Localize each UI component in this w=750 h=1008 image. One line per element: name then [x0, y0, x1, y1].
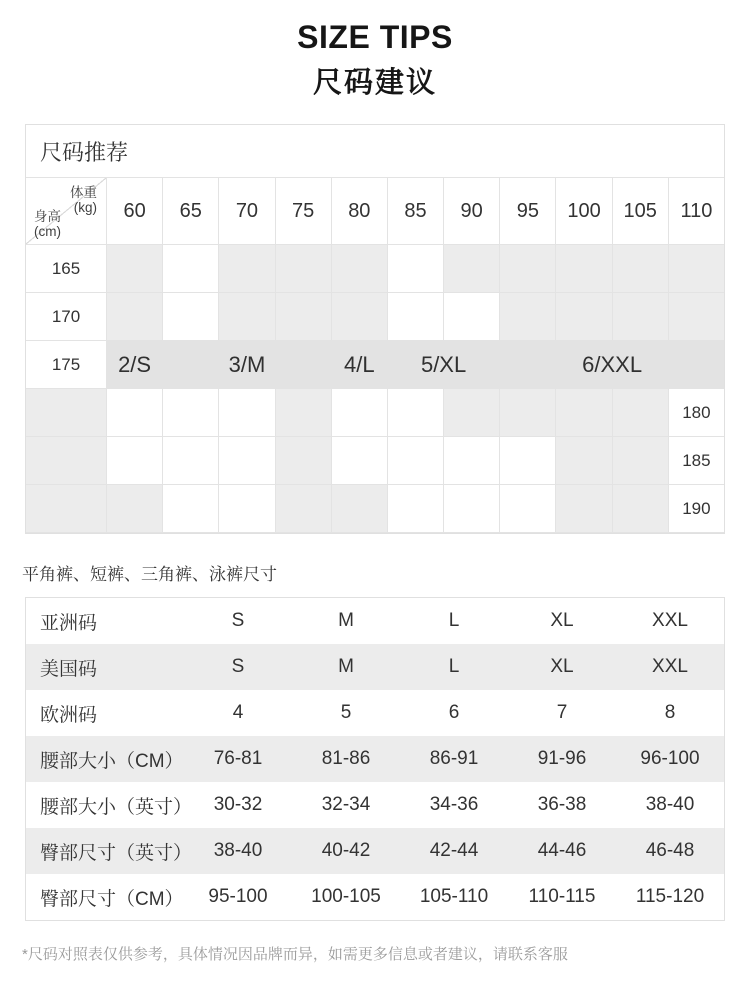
size-cell — [500, 245, 555, 292]
spec-value: M — [338, 610, 354, 631]
spec-section-title: 平角裤、短裤、三角裤、泳裤尺寸 — [22, 565, 277, 584]
size-cell — [500, 485, 555, 532]
weight-axis-unit: (kg) — [73, 200, 97, 215]
size-cell — [26, 485, 106, 532]
spec-row — [26, 644, 724, 690]
size-cell — [219, 293, 274, 340]
size-cell — [388, 485, 443, 532]
size-cell — [26, 437, 106, 484]
size-cell — [500, 389, 555, 436]
spec-value: 115-120 — [635, 886, 705, 907]
size-band-label: 5/XL — [420, 351, 467, 377]
weight-axis-text: 体重 — [70, 185, 97, 200]
size-cell — [556, 293, 611, 340]
spec-value: XXL — [652, 610, 688, 631]
spec-value: M — [338, 656, 354, 677]
size-cell — [276, 485, 331, 532]
spec-value: L — [448, 610, 460, 631]
size-cell — [163, 389, 218, 436]
spec-value: 8 — [664, 702, 676, 723]
spec-value: 32-34 — [321, 794, 371, 815]
size-cell — [163, 485, 218, 532]
size-cell — [613, 293, 668, 340]
spec-value: 81-86 — [321, 748, 371, 769]
size-cell — [388, 437, 443, 484]
size-cell — [556, 437, 611, 484]
size-cell — [444, 389, 499, 436]
footnote: *尺码对照表仅供参考，具体情况因品牌而异，如需更多信息或者建议，请联系客服 — [22, 946, 568, 963]
size-cell — [500, 293, 555, 340]
spec-row-label: 亚洲码 — [40, 612, 98, 634]
spec-value: 86-91 — [429, 748, 479, 769]
size-cell — [107, 245, 162, 292]
spec-value: L — [448, 656, 460, 677]
size-cell — [388, 389, 443, 436]
size-cell — [669, 245, 724, 292]
size-band-label: 6/XXL — [582, 351, 643, 377]
spec-value: 42-44 — [429, 840, 479, 861]
spec-row-label: 臀部尺寸（英寸） — [40, 842, 193, 864]
weight-header-cell: 75 — [276, 178, 331, 244]
spec-value: 110-115 — [528, 886, 596, 907]
height-label-cell: 175 — [26, 341, 106, 388]
spec-row-label: 臀部尺寸（CM） — [40, 888, 184, 910]
size-cell — [107, 293, 162, 340]
weight-header-cell: 110 — [669, 178, 724, 244]
height-label-cell: 170 — [26, 293, 106, 340]
weight-axis-label — [70, 185, 97, 215]
weight-header-cell: 100 — [556, 178, 611, 244]
weight-header-cell: 85 — [388, 178, 443, 244]
spec-value: 91-96 — [537, 748, 587, 769]
spec-value: 105-110 — [419, 886, 489, 907]
size-cell — [669, 293, 724, 340]
size-cell — [332, 485, 387, 532]
spec-row-label: 欧洲码 — [40, 704, 98, 726]
spec-row-label: 腰部大小（CM） — [40, 750, 184, 772]
page-header — [0, 0, 750, 104]
size-cell — [107, 389, 162, 436]
spec-value: 38-40 — [213, 840, 263, 861]
size-cell — [219, 389, 274, 436]
weight-header-cell: 80 — [332, 178, 387, 244]
height-label-cell: 185 — [669, 437, 724, 484]
spec-value: 5 — [340, 702, 352, 723]
weight-header-cell: 60 — [107, 178, 162, 244]
size-cell — [556, 485, 611, 532]
spec-value: S — [231, 656, 245, 677]
spec-row-label: 美国码 — [40, 658, 98, 680]
size-cell — [556, 245, 611, 292]
size-cell — [388, 245, 443, 292]
spec-value: XL — [550, 610, 574, 631]
size-cell — [276, 245, 331, 292]
spec-value: 7 — [556, 702, 568, 723]
spec-value: 100-105 — [311, 886, 381, 907]
size-recommendation-table — [25, 124, 725, 534]
size-cell — [219, 437, 274, 484]
spec-value: 46-48 — [645, 840, 695, 861]
axis-corner-cell — [26, 178, 106, 244]
size-cell — [332, 245, 387, 292]
size-cell — [444, 245, 499, 292]
page-title-zh: 尺码建议 — [312, 67, 437, 99]
size-cell — [556, 389, 611, 436]
height-label-cell: 180 — [669, 389, 724, 436]
weight-header-cell: 70 — [219, 178, 274, 244]
spec-row — [26, 828, 724, 874]
spec-value: 36-38 — [537, 794, 587, 815]
size-cell — [276, 389, 331, 436]
size-cell — [332, 437, 387, 484]
size-cell — [163, 245, 218, 292]
weight-header-cell: 90 — [444, 178, 499, 244]
spec-value: S — [231, 610, 245, 631]
height-axis-label — [34, 209, 61, 239]
spec-value: 40-42 — [321, 840, 371, 861]
weight-header-cell: 65 — [163, 178, 218, 244]
weight-header-cell: 95 — [500, 178, 555, 244]
spec-value: 96-100 — [640, 748, 700, 769]
size-band-label: 3/M — [228, 351, 266, 377]
size-cell — [107, 437, 162, 484]
spec-value: 95-100 — [208, 886, 268, 907]
spec-value: XXL — [652, 656, 688, 677]
spec-value: 38-40 — [645, 794, 695, 815]
size-cell — [332, 389, 387, 436]
height-label-cell: 190 — [669, 485, 724, 532]
spec-value: 34-36 — [429, 794, 479, 815]
size-cell — [219, 485, 274, 532]
height-axis-text: 身高 — [34, 209, 61, 224]
size-cell — [613, 437, 668, 484]
spec-table — [25, 597, 725, 921]
size-cell — [444, 437, 499, 484]
spec-value: 44-46 — [537, 840, 587, 861]
weight-header-cell: 105 — [613, 178, 668, 244]
spec-row — [26, 598, 724, 644]
size-cell — [163, 293, 218, 340]
spec-row-label: 腰部大小（英寸） — [40, 796, 193, 818]
spec-row — [26, 874, 724, 920]
size-cell — [107, 485, 162, 532]
size-band-label: 4/L — [344, 351, 375, 377]
size-cell — [163, 437, 218, 484]
size-cell — [219, 245, 274, 292]
size-cell — [613, 485, 668, 532]
size-cell — [500, 437, 555, 484]
size-cell — [613, 389, 668, 436]
size-cell — [332, 293, 387, 340]
spec-value: XL — [550, 656, 574, 677]
size-cell — [613, 245, 668, 292]
spec-value: 30-32 — [213, 794, 263, 815]
spec-row — [26, 782, 724, 828]
spec-value: 6 — [448, 702, 460, 723]
spec-row — [26, 690, 724, 736]
size-cell — [26, 389, 106, 436]
spec-value: 76-81 — [213, 748, 263, 769]
size-cell — [276, 293, 331, 340]
size-recommendation-section — [25, 124, 725, 534]
size-cell — [444, 485, 499, 532]
height-label-cell: 165 — [26, 245, 106, 292]
size-cell — [444, 293, 499, 340]
spec-value: 4 — [232, 702, 244, 723]
size-band-label: 2/S — [118, 351, 152, 377]
height-axis-unit: (cm) — [34, 224, 61, 239]
size-cell — [276, 437, 331, 484]
spec-row — [26, 736, 724, 782]
size-table-title: 尺码推荐 — [26, 125, 724, 177]
size-cell — [388, 293, 443, 340]
page-title-en: SIZE TIPS — [297, 19, 453, 55]
